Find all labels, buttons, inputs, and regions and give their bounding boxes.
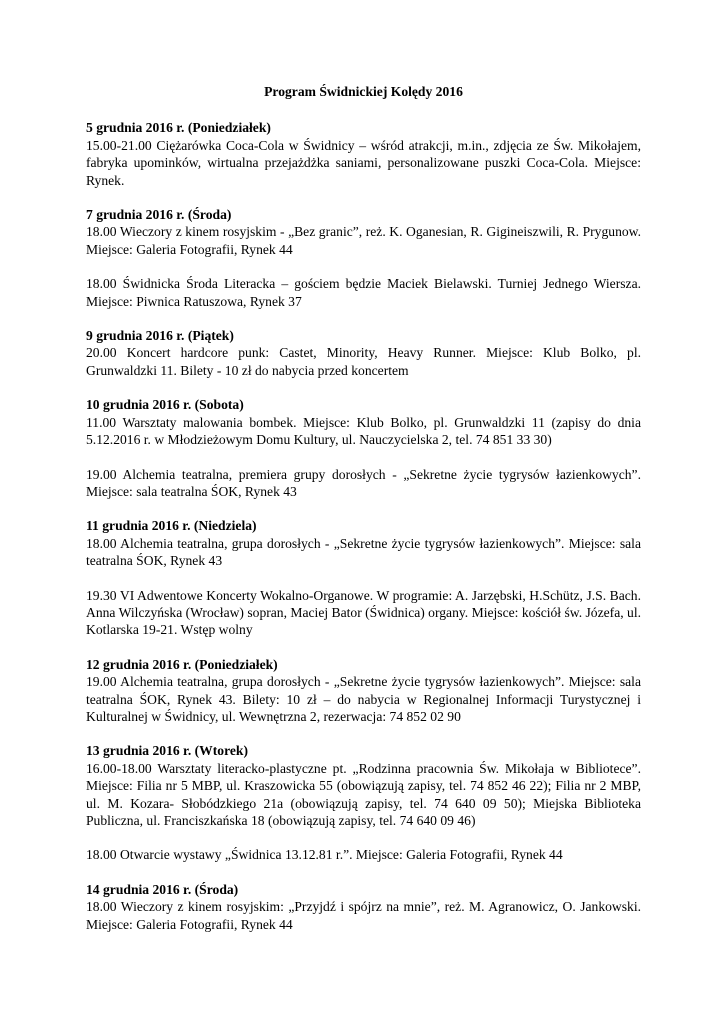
event-item: 19.00 Alchemia teatralna, grupa dorosłych - „Sekretne życie tygrysów łazienkowych”. Miejsce: sala teatralna ŚOK, Rynek 43. Bilety: 10 zł – do nabycia w Regionalnej Informacji Turystycznej i Kulturalnej w Świdnicy, ul. Wewnętrzna 2, rezerwacja: 74 852 02 90 [86,674,641,724]
day-heading: 10 grudnia 2016 r. (Sobota) [86,397,244,413]
event-item: 18.00 Wieczory z kinem rosyjskim - „Bez granic”, reż. K. Oganesian, R. Gigineiszwili, R. Prygunow. Miejsce: Galeria Fotografii, Rynek 44 [86,224,641,257]
event-item: 18.00 Otwarcie wystawy „Świdnica 13.12.81 r.”. Miejsce: Galeria Fotografii, Rynek 44 [86,847,563,863]
day-section-dec-7 [86,206,641,310]
day-heading: 9 grudnia 2016 r. (Piątek) [86,328,234,344]
event-item: 18.00 Świdnicka Środa Literacka – gościem będzie Maciek Bielawski. Turniej Jednego Wiersza. Miejsce: Piwnica Ratuszowa, Rynek 37 [86,276,641,309]
day-heading: 7 grudnia 2016 r. (Środa) [86,207,232,223]
day-section-dec-10 [86,396,641,500]
event-item: 19.30 VI Adwentowe Koncerty Wokalno-Organowe. W programie: A. Jarzębski, H.Schütz, J.S. Bach. Anna Wilczyńska (Wrocław) sopran, Maciej Bator (Świdnica) organy. Miejsce: kościół św. Józefa, ul. Kotlarska 19-21. Wstęp wolny [86,587,641,638]
event-item: 20.00 Koncert hardcore punk: Castet, Minority, Heavy Runner. Miejsce: Klub Bolko, pl. Grunwaldzki 11. Bilety - 10 zł do nabycia przed koncertem [86,345,641,378]
day-section-dec-12 [86,656,641,726]
event-item: 18.00 Wieczory z kinem rosyjskim: „Przyjdź i spójrz na mnie”, reż. M. Agranowicz, O. Jankowski. Miejsce: Galeria Fotografii, Rynek 44 [86,899,641,932]
day-heading: 11 grudnia 2016 r. (Niedziela) [86,518,257,534]
day-heading: 14 grudnia 2016 r. (Środa) [86,881,239,897]
event-item: 18.00 Alchemia teatralna, grupa dorosłych - „Sekretne życie tygrysów łazienkowych”. Miejsce: sala teatralna ŚOK, Rynek 43 [86,535,641,569]
day-heading: 5 grudnia 2016 r. (Poniedziałek) [86,120,271,136]
event-item: 15.00-21.00 Ciężarówka Coca-Cola w Świdnicy – wśród atrakcji, m.in., zdjęcia ze Św. Mikołajem, fabryka upominków, wirtualna przejażdżka saniami, personalizowane puszki Coca-Cola. Miejsce: Rynek. [86,137,641,188]
event-item: 11.00 Warsztaty malowania bombek. Miejsce: Klub Bolko, pl. Grunwaldzki 11 (zapisy do dnia 5.12.2016 r. w Młodzieżowym Domu Kultury, ul. Nauczycielska 2, tel. 74 851 33 30) [86,414,641,448]
event-item: 16.00-18.00 Warsztaty literacko-plastyczne pt. „Rodzinna pracownia Św. Mikołaja w Bibliotece”. Miejsce: Filia nr 5 MBP, ul. Kraszowicka 55 (obowiązują zapisy, tel. 74 852 46 22); Filia nr 2 MBP, ul. M. Kozara- Słobódzkiego 21a (obowiązują zapisy, tel. 74 640 09 50); Miejska Biblioteka Publiczna, ul. Franciszkańska 18 (obowiązują zapisy, tel. 74 640 09 46) [86,760,641,828]
document-title: Program Świdnickiej Kolędy 2016 [264,84,463,99]
day-heading: 13 grudnia 2016 r. (Wtorek) [86,743,248,759]
day-section-dec-9 [86,327,641,379]
day-heading: 12 grudnia 2016 r. (Poniedziałek) [86,656,278,672]
day-section-dec-11 [86,517,641,638]
event-item: 19.00 Alchemia teatralna, premiera grupy dorosłych - „Sekretne życie tygrysów łazienkowych”. Miejsce: sala teatralna ŚOK, Rynek 43 [86,466,641,499]
day-section-dec-13 [86,742,641,863]
day-section-dec-5 [86,119,641,189]
document-page [86,83,641,950]
day-section-dec-14 [86,881,641,933]
